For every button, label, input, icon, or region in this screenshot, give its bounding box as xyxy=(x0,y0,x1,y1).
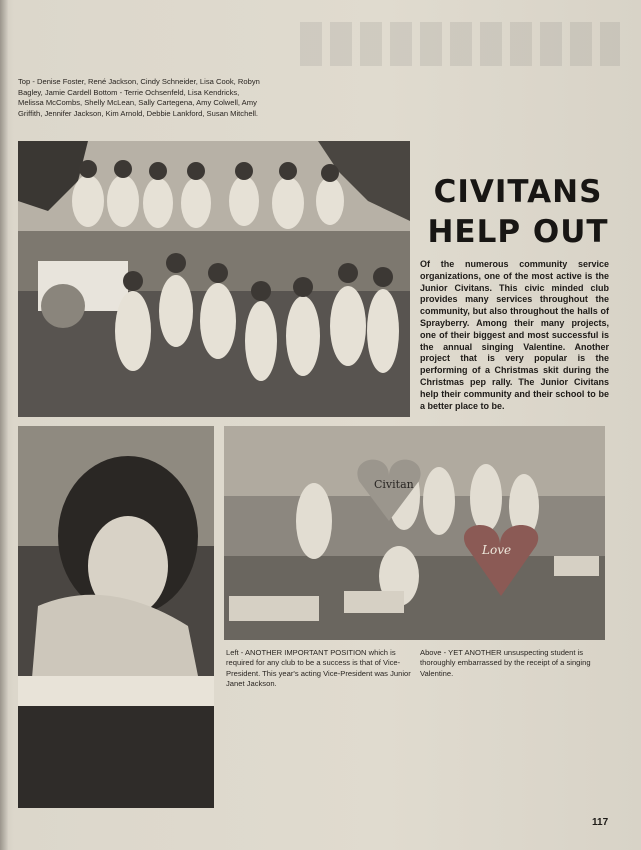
group-photo xyxy=(18,141,410,417)
study-photo-illustration xyxy=(18,426,214,808)
page-heading xyxy=(418,172,618,252)
heart-sign-text-1: Civitan xyxy=(374,478,414,491)
article-body: Of the numerous community service organizations, one of the most active is the Junior Civitans. This civic minded club provides many services throughout the community, but also throughout the halls of Sprayberry. Among their many projects, one of their biggest and most successful is the annual singing Valentine. Another project that is very popular is the performing of a Christmas skit during the Christmas pep rally. The Junior Civitans help their community and their school to be a better place to be. xyxy=(420,259,609,411)
vice-president-photo xyxy=(18,426,214,808)
heading-line-1: CIVITANS xyxy=(433,174,603,210)
group-photo-caption: Top - Denise Foster, René Jackson, Cindy Schneider, Lisa Cook, Robyn Bagley, Jamie Cardell Bottom - Terrie Ochsenfeld, Lisa Kendricks, Melissa McCombs, Shelly McLean, Sally Cartegena, Amy Colwell, Amy Griffith, Jennifer Jackson, Kim Arnold, Debbie Lankford, Susan Mitchell. xyxy=(18,77,260,118)
heading-line-2: HELP OUT xyxy=(427,214,609,250)
page-edge xyxy=(0,0,8,850)
heart-sign-text-2: Love xyxy=(482,543,512,557)
singing-valentine-photo xyxy=(224,426,605,640)
valentine-caption: Above - YET ANOTHER unsuspecting student is thoroughly embarrassed by the receipt of a singing Valentine. xyxy=(420,648,591,678)
page-number: 117 xyxy=(592,817,609,828)
group-photo-illustration xyxy=(18,141,410,417)
vice-president-caption: Left - ANOTHER IMPORTANT POSITION which is required for any club to be a success is that of Vice-President. This year's acting Vice-President was Junior Janet Jackson. xyxy=(226,648,411,689)
bleed-through-text xyxy=(300,22,620,66)
class-photo-illustration xyxy=(224,426,605,640)
